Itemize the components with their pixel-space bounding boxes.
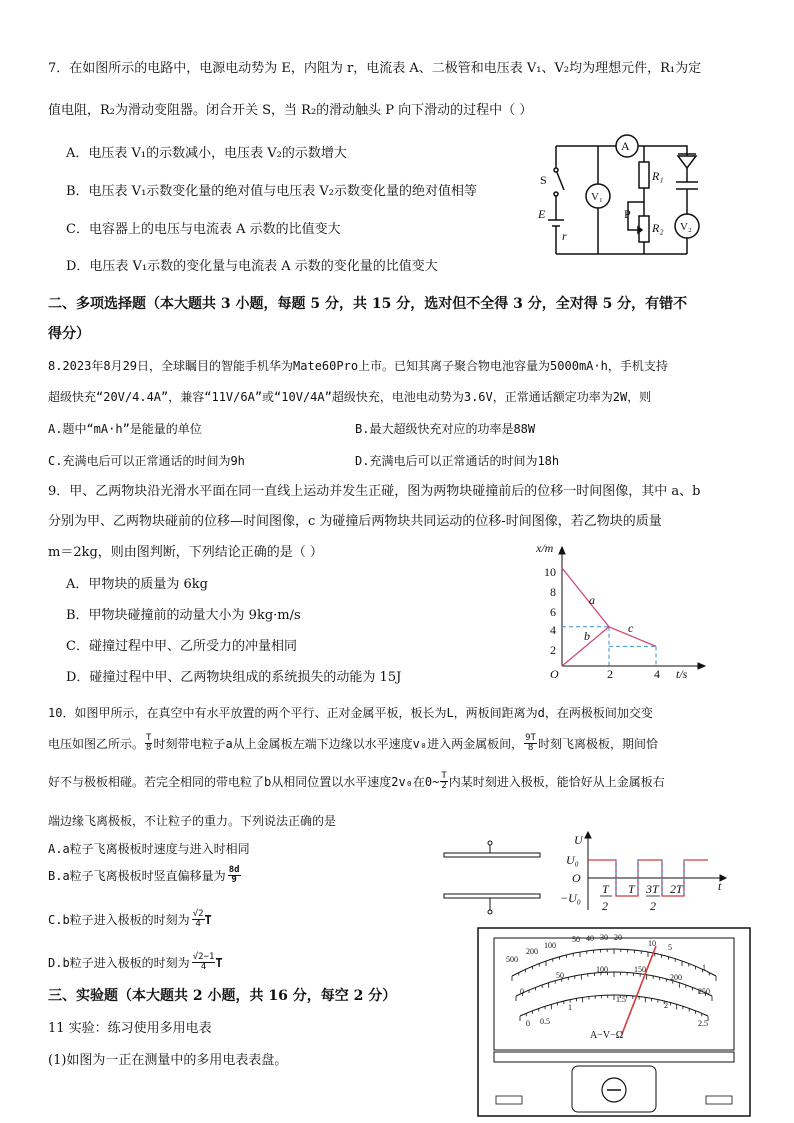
wave-t-axis-label: t: [718, 879, 722, 893]
q9-origin: O: [550, 667, 559, 681]
q7-option-b: B．电压表 V₁示数变化量的绝对值与电压表 V₂示数变化量的绝对值相等: [66, 184, 478, 199]
q10-option-b-frac: [228, 866, 241, 885]
q10-option-c-tail: T: [204, 912, 212, 927]
q9-ytick-10: 10: [544, 565, 556, 579]
q10-option-d-tail: T: [215, 955, 223, 970]
q10-frac-t-over-8: [145, 734, 152, 753]
low-tick-0: 0: [526, 1019, 530, 1028]
dc-tick-0: 0: [520, 987, 524, 996]
q9-stem-line1: 9．甲、乙两物块沿光滑水平面在同一直线上运动并发生正碰，图为两物块碰撞前后的位移一时间图像，其中 a、b: [48, 484, 701, 499]
r1-label: R₁: [652, 169, 664, 183]
dc-tick-200: 200: [670, 973, 682, 982]
q10-stem-line1: 10．如图甲所示，在真空中有水平放置的两个平行、正对金属平板，板长为L，两板间距离为d，在两极板间加交变: [48, 706, 653, 720]
frac-num: √2−1: [192, 952, 215, 962]
slider-p-label: P: [624, 207, 631, 221]
omega-tick-40: 40: [586, 934, 594, 943]
q10-stem-line3: [48, 772, 665, 791]
low-tick-2.5: 2.5: [698, 1019, 708, 1028]
q10-frac-t-over-2: [440, 772, 447, 791]
wave-tick-3t2-num: 3T: [646, 882, 659, 896]
q8-option-d: D.充满电后可以正常通话的时间为18h: [355, 454, 560, 468]
wave-origin-label: O: [572, 871, 581, 885]
low-tick-2: 2: [664, 1001, 668, 1010]
q9-xtick-4: 4: [654, 667, 660, 681]
q9-option-d: D．碰撞过程中甲、乙两物块组成的系统损失的动能为 15J: [66, 670, 402, 685]
q10-line2-part1: 电压如图乙所示。: [48, 736, 145, 751]
r2-label: R₂: [652, 221, 664, 235]
q7-stem-line1: 7．在如图所示的电路中，电源电动势为 E，内阻为 r，电流表 A、二极管和电压表 V₁、V₂均为理想元件，R₁为定: [48, 61, 702, 76]
q8-option-b: B.最大超级快充对应的功率是88W: [355, 422, 536, 436]
omega-tick-200: 200: [526, 947, 538, 956]
q9-ytick-2: 2: [550, 643, 556, 657]
q7-circuit-diagram: [530, 132, 720, 262]
q10-stem-line4: 端边缘飞离极板，不让粒子的重力。下列说法正确的是: [48, 814, 337, 828]
q9-ytick-6: 6: [550, 605, 556, 619]
q10-option-c-frac: [192, 910, 205, 929]
q10-option-c: [48, 910, 212, 929]
q9-label-a: a: [589, 593, 595, 607]
q10-line2-part3: 时刻飞离极板，期间恰: [537, 736, 658, 751]
dc-tick-150: 150: [634, 965, 646, 974]
q9-label-c: c: [628, 621, 634, 635]
q10-frac-9t-over-8: [524, 734, 537, 753]
q7-option-c: C．电容器上的电压与电流表 A 示数的比值变大: [66, 222, 341, 237]
q9-stem-line2: 分别为甲、乙两物块碰前的位移—时间图像，c 为碰撞后两物块共同运动的位移-时间图像，若乙物块的质量: [48, 514, 662, 529]
q8-stem-line2: 超级快充“20V/4.4A”，兼容“11V/6A”或“10V/4A”超级快充，电池电动势为3.6V，正常通话额定功率为2W，则: [48, 390, 652, 404]
wave-tick-2t: 2T: [670, 882, 683, 896]
dc-tick-100: 100: [596, 965, 608, 974]
frac-den: 9: [231, 875, 237, 885]
q9-ytick-8: 8: [550, 585, 556, 599]
q9-xlabel: t/s: [676, 667, 688, 681]
q10-line3-part1: 好不与极板相碰。若完全相同的带电粒了b从相同位置以水平速度2v₀在0~: [48, 774, 440, 789]
wave-tick-t2-den: 2: [602, 899, 608, 913]
frac-den: 8: [146, 743, 152, 753]
q10-line2-part2: 时刻带电粒子a从上金属板左端下边缘以水平速度v₀进入两金属板间，: [153, 736, 524, 751]
low-tick-1: 1: [568, 1003, 572, 1012]
frac-den: 8: [527, 743, 534, 753]
wave-u0-label: U₀: [566, 853, 579, 867]
section2-heading-line2: 得分）: [48, 326, 90, 342]
q10-option-b-text: B.a粒子飞离极板时竖直偏移量为: [48, 868, 226, 883]
q10-option-c-text: C.b粒子进入极板的时刻为: [48, 912, 190, 927]
q9-label-b: b: [584, 629, 590, 643]
switch-label: S: [540, 173, 547, 187]
wave-neg-u0-label: −U₀: [560, 891, 581, 905]
v1-label: V₁: [591, 191, 603, 203]
q7-stem-line2: 值电阻，R₂为滑动变阻器。闭合开关 S，当 R₂的滑动触头 P 向下滑动的过程中（ ）: [48, 103, 533, 118]
section3-heading: 三、实验题（本大题共 2 小题，共 16 分，每空 2 分）: [48, 988, 397, 1004]
frac-num: T: [441, 771, 447, 781]
q8-stem-line1: 8.2023年8月29日，全球瞩目的智能手机华为Mate60Pro上市。已知其离子聚合物电池容量为5000mA·h，手机支持: [48, 359, 668, 373]
q9-option-a: A．甲物块的质量为 6kg: [66, 577, 208, 592]
frac-den: 4: [200, 962, 207, 972]
q10-parallel-plates-diagram: [440, 838, 550, 920]
q11-title: 11 实验：练习使用多用电表: [48, 1021, 212, 1036]
frac-num: 8d: [228, 865, 240, 875]
wave-tick-t2-num: T: [602, 882, 609, 896]
q10-option-a: A.a粒子飞离极板时速度与进入时相同: [48, 842, 250, 856]
internal-resistance-label: r: [562, 229, 567, 243]
dc-tick-250: 250: [698, 987, 710, 996]
q9-xtick-2: 2: [607, 667, 613, 681]
omega-tick-30: 30: [600, 933, 608, 942]
q10-stem-line2: [48, 734, 658, 753]
dc-tick-50: 50: [556, 971, 564, 980]
v2-label: V₂: [680, 221, 692, 233]
omega-tick-50: 50: [572, 935, 580, 944]
series-line-a: [562, 568, 609, 627]
q9-option-b: B．甲物块碰撞前的动量大小为 9kg·m/s: [66, 608, 301, 623]
q10-voltage-waveform: [560, 830, 730, 914]
low-tick-1.5: 1.5: [616, 995, 626, 1004]
omega-tick-5: 5: [668, 943, 672, 952]
q10-line3-part2: 内某时刻进入极板，能恰好从上金属板右: [448, 774, 665, 789]
q10-option-d-frac: [192, 953, 216, 972]
wave-tick-3t2-den: 2: [650, 899, 656, 913]
q8-option-c: C.充满电后可以正常通话的时间为9h: [48, 454, 245, 468]
omega-tick-20: 20: [614, 933, 622, 942]
q10-option-d-text: D.b粒子进入极板的时刻为: [48, 955, 190, 970]
emf-label: E: [538, 207, 546, 221]
q11-part1: (1)如图为一正在测量中的多用电表表盘。: [48, 1053, 288, 1068]
frac-num: 9T: [525, 733, 536, 743]
omega-tick-100: 100: [544, 941, 556, 950]
q9-ylabel: x/m: [536, 541, 554, 555]
q8-option-a: A.题中“mA·h”是能量的单位: [48, 422, 202, 436]
q10-option-b: [48, 866, 241, 885]
q9-option-c: C．碰撞过程中甲、乙所受力的冲量相同: [66, 639, 297, 654]
q10-option-d: [48, 953, 223, 972]
q7-option-d: D．电压表 V₁示数的变化量与电流表 A 示数的变化量的比值变大: [66, 259, 438, 274]
ammeter-label: A: [621, 139, 630, 153]
wave-u-label: U: [574, 833, 583, 847]
frac-num: √2: [192, 909, 204, 919]
frac-den: 4: [195, 919, 201, 929]
omega-tick-1: 1: [702, 963, 706, 972]
omega-tick-500: 500: [506, 955, 518, 964]
low-tick-0.5: 0.5: [540, 1017, 550, 1026]
q9-ytick-4: 4: [550, 623, 556, 637]
meter-label: A−V−Ω: [590, 1030, 624, 1041]
multimeter-dial: [476, 926, 752, 1118]
omega-tick-10: 10: [648, 939, 656, 948]
q9-stem-line3: m＝2kg，则由图判断，下列结论正确的是（ ）: [48, 545, 323, 560]
section2-heading-line1: 二、多项选择题（本大题共 3 小题，每题 5 分，共 15 分，选对但不全得 3 分，全对得 5 分，有错不: [48, 296, 688, 312]
wave-tick-t: T: [628, 882, 635, 896]
q9-position-time-graph: [530, 540, 710, 682]
frac-num: T: [146, 733, 152, 743]
q7-option-a: A．电压表 V₁的示数减小，电压表 V₂的示数增大: [66, 146, 347, 161]
frac-den: 2: [441, 781, 447, 791]
